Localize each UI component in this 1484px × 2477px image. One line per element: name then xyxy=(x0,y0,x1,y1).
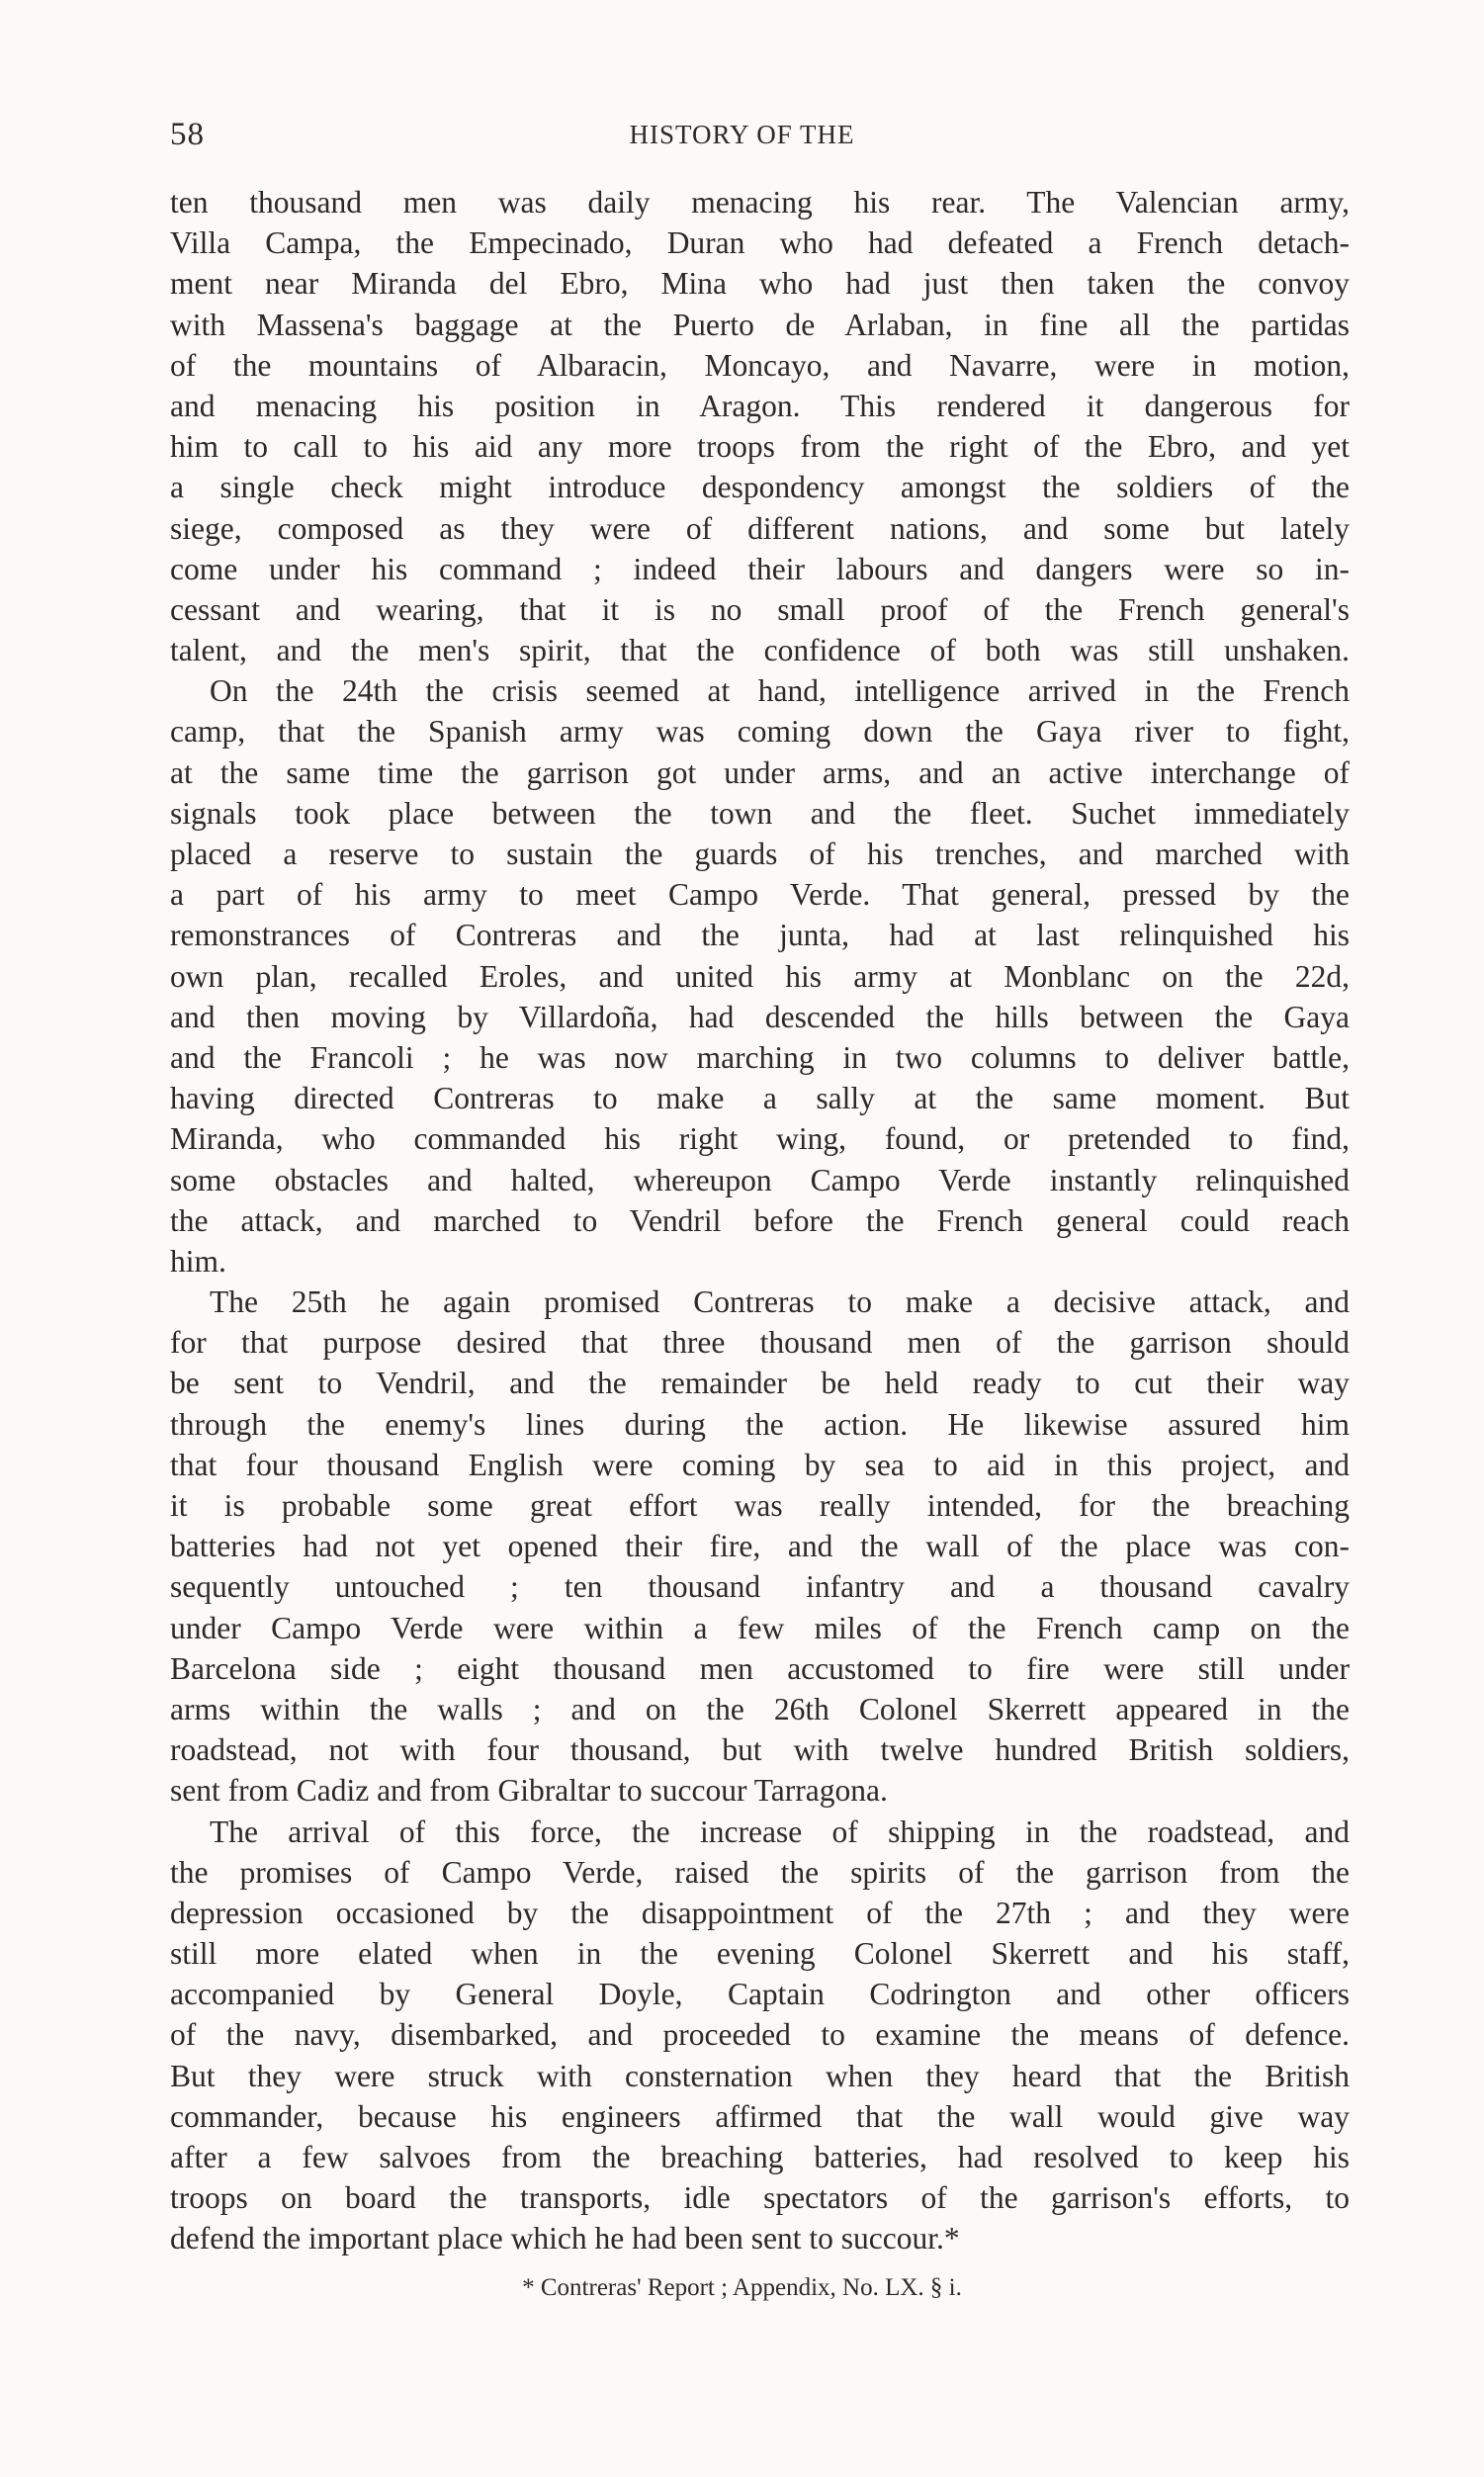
text-line: troops on board the transports, idle spectators of the garrison's efforts, to xyxy=(170,2180,1350,2216)
text-line: that four thousand English were coming by sea to aid in this project, and xyxy=(170,1447,1350,1482)
text-line: cessant and wearing, that it is no small proof of the French general's xyxy=(170,591,1350,627)
text-line: of the navy, disembarked, and proceeded to examine the means of defence. xyxy=(170,2017,1350,2053)
text-line: under Campo Verde were within a few miles of the French camp on the xyxy=(170,1610,1350,1645)
text-line: But they were struck with consternation when they heard that the British xyxy=(170,2058,1350,2093)
text-line: ment near Miranda del Ebro, Mina who had just then taken the convoy xyxy=(170,266,1350,302)
text-line: a part of his army to meet Campo Verde. That general, pressed by the xyxy=(170,877,1350,913)
text-line: batteries had not yet opened their fire, and the wall of the place was con- xyxy=(170,1529,1350,1564)
text-line: talent, and the men's spirit, that the confidence of both was still unshaken. xyxy=(170,633,1350,668)
text-line: after a few salvoes from the breaching batteries, had resolved to keep his xyxy=(170,2140,1350,2174)
text-line: ten thousand men was daily menacing his rear. The Valencian army, xyxy=(170,185,1350,220)
text-line: accompanied by General Doyle, Captain Codrington and other officers xyxy=(170,1977,1350,2012)
text-line: through the enemy's lines during the action. He likewise assured him xyxy=(170,1406,1350,1442)
text-line: signals took place between the town and the fleet. Suchet immediately xyxy=(170,795,1350,831)
text-line: siege, composed as they were of different nations, and some but lately xyxy=(170,510,1350,546)
text-line: sent from Cadiz and from Gibraltar to succour Tarragona. xyxy=(170,1773,888,1809)
text-line: it is probable some great effort was really intended, for the breaching xyxy=(170,1488,1350,1523)
text-line: the promises of Campo Verde, raised the spirits of the garrison from the xyxy=(170,1854,1350,1890)
text-line: still more elated when in the evening Colonel Skerrett and his staff, xyxy=(170,1936,1350,1972)
text-line: be sent to Vendril, and the remainder be held ready to cut their way xyxy=(170,1366,1350,1401)
text-line: sequently untouched ; ten thousand infantry and a thousand cavalry xyxy=(170,1569,1350,1605)
text-line: him to call to his aid any more troops from the right of the Ebro, and yet xyxy=(170,429,1350,465)
body-text xyxy=(170,182,1350,2259)
text-line: arms within the walls ; and on the 26th Colonel Skerrett appeared in the xyxy=(170,1691,1350,1726)
text-line: depression occasioned by the disappointment of the 27th ; and they were xyxy=(170,1895,1350,1930)
text-line: On the 24th the crisis seemed at hand, intelligence arrived in the French xyxy=(210,673,1350,709)
text-line: placed a reserve to sustain the guards of his trenches, and marched with xyxy=(170,837,1350,871)
text-line: him. xyxy=(170,1243,226,1279)
text-line: come under his command ; indeed their labours and dangers were so in- xyxy=(170,551,1350,586)
footnote: * Contreras' Report ; Appendix, No. LX. § i. xyxy=(522,2274,962,2301)
text-line: remonstrances of Contreras and the junta, had at last relinquished his xyxy=(170,918,1350,953)
text-line: roadstead, not with four thousand, but with twelve hundred British soldiers, xyxy=(170,1732,1350,1768)
text-line: The arrival of this force, the increase of shipping in the roadstead, and xyxy=(210,1814,1350,1849)
text-line: camp, that the Spanish army was coming down the Gaya river to fight, xyxy=(170,714,1350,750)
text-line: defend the important place which he had been sent to succour.* xyxy=(170,2221,960,2256)
text-line: a single check might introduce despondency amongst the soldiers of the xyxy=(170,470,1350,505)
text-line: and the Francoli ; he was now marching in two columns to deliver battle, xyxy=(170,1039,1350,1075)
text-line: at the same time the garrison got under arms, and an active interchange of xyxy=(170,754,1350,790)
text-line: Villa Campa, the Empecinado, Duran who had defeated a French detach- xyxy=(170,225,1350,261)
page-number: 58 xyxy=(170,117,205,152)
text-line: and menacing his position in Aragon. This rendered it dangerous for xyxy=(170,388,1350,423)
text-line: Miranda, who commanded his right wing, found, or pretended to find, xyxy=(170,1121,1350,1157)
text-line: some obstacles and halted, whereupon Campo Verde instantly relinquished xyxy=(170,1162,1350,1197)
text-line: and then moving by Villardoña, had descended the hills between the Gaya xyxy=(170,999,1350,1034)
text-line: commander, because his engineers affirmed that the wall would give way xyxy=(170,2098,1350,2134)
text-line: with Massena's baggage at the Puerto de Arlaban, in fine all the partidas xyxy=(170,307,1350,342)
text-line: having directed Contreras to make a sally at the same moment. But xyxy=(170,1081,1350,1116)
text-line: of the mountains of Albaracin, Moncayo, and Navarre, were in motion, xyxy=(170,347,1350,383)
text-line: The 25th he again promised Contreras to make a decisive attack, and xyxy=(210,1284,1350,1320)
text-line: for that purpose desired that three thousand men of the garrison should xyxy=(170,1325,1350,1361)
text-line: Barcelona side ; eight thousand men accustomed to fire were still under xyxy=(170,1650,1350,1686)
text-line: own plan, recalled Eroles, and united his army at Monblanc on the 22d, xyxy=(170,958,1350,994)
running-head: HISTORY OF THE xyxy=(629,120,855,149)
text-line: the attack, and marched to Vendril before the French general could reach xyxy=(170,1202,1350,1238)
